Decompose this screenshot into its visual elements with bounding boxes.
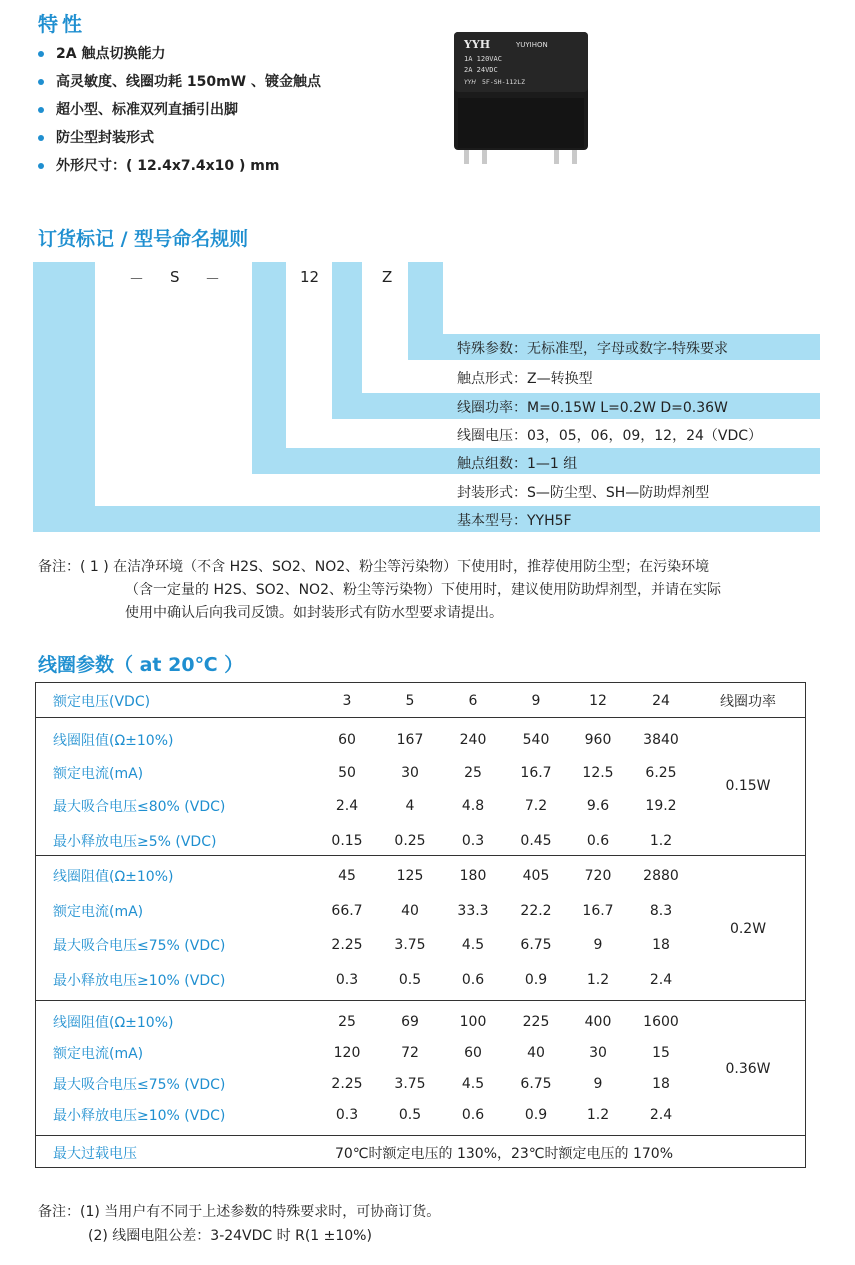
table-cell: 12.5 [582, 765, 614, 781]
table-cell: 240 [459, 732, 487, 748]
relay-logo-small: YYH [464, 79, 476, 86]
features-title: 特性 [38, 12, 86, 36]
bullet-icon [38, 107, 44, 113]
row-label: 最大吸合电压≤75% (VDC) [53, 1077, 226, 1093]
table-cell: 1.2 [649, 833, 673, 849]
row-label: 最小释放电压≥5% (VDC) [53, 834, 217, 850]
ordering-row-coil-voltage: 线圈电压：03，05，06，09，12，24（VDC） [457, 428, 763, 444]
code-dash-2: － [205, 270, 221, 288]
relay-brand: YYH [464, 38, 491, 51]
relay-maker: YUYIHON [516, 41, 548, 49]
ordering-row-package: 封装形式：S—防尘型、SH—防助焊剂型 [457, 485, 710, 501]
table-cell: 0.9 [524, 972, 548, 988]
table-cell: 6.75 [520, 937, 552, 953]
table-cell: 40 [527, 1045, 545, 1061]
table-cell: 16.7 [520, 765, 552, 781]
header-voltage: 24 [652, 693, 670, 709]
table-cell: 2.4 [649, 972, 673, 988]
ordering-note [38, 556, 721, 625]
table-cell: 2880 [643, 868, 679, 884]
bar-base [33, 262, 95, 532]
table-cell: 45 [338, 868, 356, 884]
table-cell: 0.5 [398, 1107, 422, 1123]
table-cell: 15 [652, 1045, 670, 1061]
header-voltage: 3 [342, 693, 352, 709]
table-cell: 1600 [643, 1014, 679, 1030]
table-cell: 9.6 [586, 798, 610, 814]
feature-item: 高灵敏度、线圈功耗 150mW 、镀金触点 [38, 68, 321, 96]
feature-item: 防尘型封装形式 [38, 124, 321, 152]
row-label: 最小释放电压≥10% (VDC) [53, 1108, 226, 1124]
table-cell: 0.3 [461, 833, 485, 849]
row-label: 线圈阻值(Ω±10%) [53, 733, 174, 749]
feature-item: 超小型、标准双列直插引出脚 [38, 96, 321, 124]
code-package: S [170, 268, 180, 286]
table-cell: 50 [338, 765, 356, 781]
table-cell: 0.15 [331, 833, 363, 849]
bar-contact-groups [252, 262, 286, 474]
table-cell: 125 [396, 868, 424, 884]
code-dash-1: － [129, 270, 145, 288]
table-cell: 30 [589, 1045, 607, 1061]
feature-item: 外形尺寸：( 12.4x7.4x10 ) mm [38, 152, 321, 180]
bullet-icon [38, 163, 44, 169]
ordering-row-contact-groups: 触点组数：1—1 组 [457, 456, 578, 472]
table-cell: 2.4 [649, 1107, 673, 1123]
table-cell: 1.2 [586, 1107, 610, 1123]
feature-item: 2A 触点切换能力 [38, 40, 321, 68]
table-cell: 3.75 [394, 937, 426, 953]
overload-label: 最大过载电压 [53, 1146, 137, 1162]
table-divider [36, 1135, 805, 1136]
note-line: 备注：( 1 ) 在洁净环境（不含 H2S、SO2、NO2、粉尘等污染物）下使用时，推荐使用防尘型；在污染环境 [38, 559, 710, 575]
note-line: 备注：(1) 当用户有不同于上述参数的特殊要求时，可协商订货。 [38, 1204, 441, 1220]
table-cell: 0.25 [394, 833, 426, 849]
bar-row-base [33, 506, 820, 532]
header-voltage: 5 [405, 693, 415, 709]
table-cell: 960 [584, 732, 612, 748]
row-label: 额定电流(mA) [53, 766, 144, 782]
note-line: 使用中确认后向我司反馈。如封装形式有防水型要求请提出。 [125, 605, 503, 621]
table-cell: 1.2 [586, 972, 610, 988]
table-cell: 6.25 [645, 765, 677, 781]
coil-note [38, 1200, 440, 1248]
table-cell: 540 [522, 732, 550, 748]
table-cell: 25 [464, 765, 482, 781]
header-voltage: 12 [589, 693, 607, 709]
note-line: (2) 线圈电阻公差：3-24VDC 时 R(1 ±10%) [88, 1228, 372, 1244]
header-coil-power: 线圈功率 [720, 694, 776, 710]
ordering-row-contact-form: 触点形式：Z—转换型 [457, 371, 593, 387]
table-cell: 100 [459, 1014, 487, 1030]
table-cell: 9 [593, 1076, 603, 1092]
table-cell: 18 [652, 1076, 670, 1092]
table-cell: 8.3 [649, 903, 673, 919]
table-cell: 22.2 [520, 903, 552, 919]
table-cell: 0.5 [398, 972, 422, 988]
table-cell: 0.6 [461, 1107, 485, 1123]
relay-rating-1: 1A 120VAC [464, 55, 502, 63]
table-cell: 0.45 [520, 833, 552, 849]
table-cell: 60 [464, 1045, 482, 1061]
bullet-icon [38, 51, 44, 57]
table-cell: 30 [401, 765, 419, 781]
header-voltage: 6 [468, 693, 478, 709]
coil-power-value: 0.15W [725, 778, 771, 794]
table-cell: 18 [652, 937, 670, 953]
overload-value: 70℃时额定电压的 130%，23℃时额定电压的 170% [334, 1146, 674, 1162]
table-cell: 120 [333, 1045, 361, 1061]
ordering-row-base-model: 基本型号：YYH5F [457, 513, 572, 529]
relay-model: 5F-SH-112LZ [482, 78, 526, 86]
table-cell: 2.25 [331, 1076, 363, 1092]
table-cell: 400 [584, 1014, 612, 1030]
relay-rating-2: 2A 24VDC [464, 66, 498, 74]
table-cell: 167 [396, 732, 424, 748]
note-line: （含一定量的 H2S、SO2、NO2、粉尘等污染物）下使用时，建议使用防助焊剂型，并请在实际 [125, 582, 721, 598]
table-cell: 2.25 [331, 937, 363, 953]
table-cell: 405 [522, 868, 550, 884]
table-cell: 4.5 [461, 1076, 485, 1092]
header-voltage: 9 [531, 693, 541, 709]
row-label: 最小释放电压≥10% (VDC) [53, 973, 226, 989]
table-cell: 3840 [643, 732, 679, 748]
table-cell: 3.75 [394, 1076, 426, 1092]
table-cell: 225 [522, 1014, 550, 1030]
table-cell: 0.3 [335, 972, 359, 988]
table-cell: 9 [593, 937, 603, 953]
ordering-row-special: 特殊参数：无标准型，字母或数字-特殊要求 [457, 341, 729, 357]
coil-power-value: 0.2W [729, 921, 767, 937]
table-cell: 33.3 [457, 903, 489, 919]
table-cell: 4 [405, 798, 415, 814]
table-cell: 0.6 [586, 833, 610, 849]
table-divider [36, 1000, 805, 1001]
table-cell: 0.6 [461, 972, 485, 988]
table-cell: 16.7 [582, 903, 614, 919]
table-cell: 4.5 [461, 937, 485, 953]
relay-product-image [446, 28, 596, 168]
header-rated-voltage-label: 额定电压(VDC) [53, 694, 151, 710]
table-cell: 0.3 [335, 1107, 359, 1123]
table-cell: 2.4 [335, 798, 359, 814]
table-cell: 180 [459, 868, 487, 884]
row-label: 线圈阻值(Ω±10%) [53, 869, 174, 885]
bullet-icon [38, 79, 44, 85]
table-cell: 25 [338, 1014, 356, 1030]
table-cell: 69 [401, 1014, 419, 1030]
table-cell: 72 [401, 1045, 419, 1061]
table-divider [36, 717, 805, 718]
table-cell: 19.2 [645, 798, 677, 814]
table-cell: 40 [401, 903, 419, 919]
row-label: 最大吸合电压≤80% (VDC) [53, 799, 226, 815]
coil-power-value: 0.36W [725, 1061, 771, 1077]
code-voltage: 12 [300, 268, 320, 286]
ordering-row-coil-power: 线圈功率：M=0.15W L=0.2W D=0.36W [457, 400, 728, 416]
table-divider [36, 855, 805, 856]
features-list [38, 40, 321, 180]
table-cell: 60 [338, 732, 356, 748]
row-label: 额定电流(mA) [53, 1046, 144, 1062]
table-cell: 720 [584, 868, 612, 884]
table-cell: 66.7 [331, 903, 363, 919]
ordering-title: 订货标记 / 型号命名规则 [38, 228, 249, 250]
code-contact-form: Z [382, 268, 393, 286]
table-cell: 0.9 [524, 1107, 548, 1123]
row-label: 最大吸合电压≤75% (VDC) [53, 938, 226, 954]
table-cell: 4.8 [461, 798, 485, 814]
row-label: 额定电流(mA) [53, 904, 144, 920]
row-label: 线圈阻值(Ω±10%) [53, 1015, 174, 1031]
coil-params-title: 线圈参数（ at 20℃ ） [38, 654, 244, 676]
table-cell: 7.2 [524, 798, 548, 814]
table-cell: 6.75 [520, 1076, 552, 1092]
coil-params-table [35, 682, 806, 1168]
bullet-icon [38, 135, 44, 141]
